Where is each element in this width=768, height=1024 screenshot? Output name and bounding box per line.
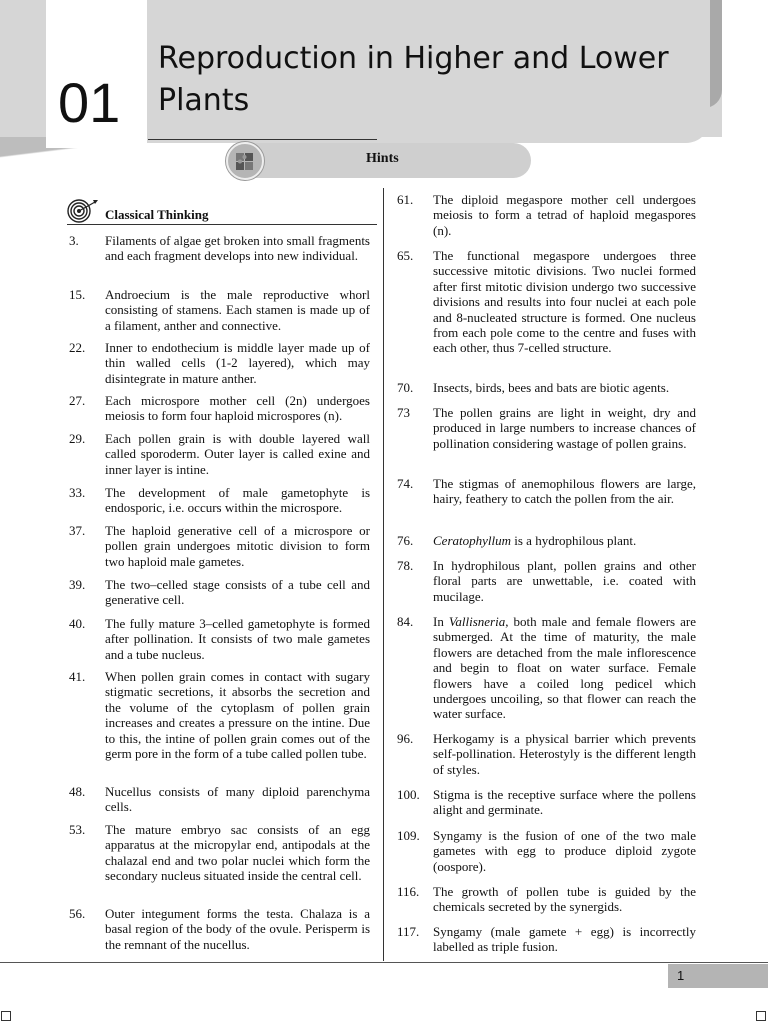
hint-text: The development of male gametophyte is endosporic, i.e. occurs within the microspore. <box>105 485 370 516</box>
hint-number: 84. <box>397 614 414 629</box>
hint-number: 61. <box>397 192 414 207</box>
hint-number: 65. <box>397 248 414 263</box>
hint-text: Stigma is the receptive surface where the pollens alight and germinate. <box>433 787 696 818</box>
chapter-title-line-2: Plants <box>158 83 250 118</box>
hint-number: 48. <box>69 784 86 799</box>
hint-number: 100. <box>397 787 420 802</box>
hint-number: 33. <box>69 485 86 500</box>
hint-number: 37. <box>69 523 86 538</box>
title-rule <box>148 139 377 140</box>
hint-text <box>433 533 696 548</box>
hint-text: The stigmas of anemophilous flowers are large, hairy, feathery to catch the pollen from the air. <box>433 476 696 507</box>
hint-text: The haploid generative cell of a microspore or pollen grain undergoes mitotic division to form two haploid male gametes. <box>105 523 370 569</box>
hint-number: 53. <box>69 822 86 837</box>
hint-number: 39. <box>69 577 86 592</box>
column-divider <box>383 188 384 961</box>
crop-mark-left <box>1 1011 11 1021</box>
hint-number: 109. <box>397 828 420 843</box>
chapter-title-line-1: Reproduction in Higher and Lower <box>158 41 669 76</box>
hint-text: The two–celled stage consists of a tube cell and generative cell. <box>105 577 370 608</box>
hint-number: 78. <box>397 558 414 573</box>
hint-text: Nucellus consists of many diploid parenchyma cells. <box>105 784 370 815</box>
hint-text: Syngamy is the fusion of one of the two male gametes with egg to produce diploid zygote (oospore). <box>433 828 696 874</box>
hint-text: When pollen grain comes in contact with sugary stigmatic secretions, it absorbs the secretion and the volume of the cytoplasm of pollen grain increases and creates a pressure on the intine. Due to this, the intine of pollen grain comes out of the germ pore in the form of a tube called pollen tube. <box>105 669 370 762</box>
hint-text: Insects, birds, bees and bats are biotic agents. <box>433 380 670 395</box>
hint-text: Herkogamy is a physical barrier which prevents self-pollination. Heterostyly is the different length of styles. <box>433 731 696 777</box>
hint-text-rest: , both male and female flowers are submerged. At the time of maturity, the male flowers are detached from the male inflorescence and begin to float on water surface. Female flowers have a coiled long pedicel which undergoes uncoiling, so that flower can reach the water surface. <box>433 614 696 722</box>
hint-text: The diploid megaspore mother cell undergoes meiosis to form a tetrad of haploid megaspores (n). <box>433 192 696 238</box>
hint-number: 29. <box>69 431 86 446</box>
section-title: Classical Thinking <box>105 207 209 222</box>
hint-text-rest: is a hydrophilous plant. <box>511 533 637 548</box>
hint-text-prefix: In <box>433 614 449 629</box>
hint-text: Filaments of algae get broken into small fragments and each fragment develops into new individual. <box>105 233 370 264</box>
hint-number: 96. <box>397 731 414 746</box>
hint-number: 74. <box>397 476 414 491</box>
hint-number: 40. <box>69 616 86 631</box>
species-name: Ceratophyllum <box>433 533 511 548</box>
hint-text: Each microspore mother cell (2n) undergoes meiosis to form four haploid microspores (n). <box>105 393 370 424</box>
chapter-number: 01 <box>58 71 121 134</box>
page-number: 1 <box>677 968 685 983</box>
chapter-title <box>158 38 703 122</box>
hint-text: The fully mature 3–celled gametophyte is formed after pollination. It consists of two male gametes and a tube nucleus. <box>105 616 370 662</box>
species-name: Vallisneria <box>448 614 506 629</box>
hint-text: Syngamy (male gamete + egg) is incorrectly labelled as triple fusion. <box>433 924 696 955</box>
hint-text: The functional megaspore undergoes three successive mitotic divisions. Two nuclei formed after first mitotic division undergo two successive divisions and results into four nuclei at each pole and 8-nucleated structure is formed. One nucleus from each pole come to the centre and fuses with each other, thus 7-celled structure. <box>433 248 696 356</box>
hint-number: 76. <box>397 533 414 548</box>
hint-number: 41. <box>69 669 86 684</box>
hint-text: The pollen grains are light in weight, dry and produced in large numbers to increase chances of pollination considering wastage of pollen grains. <box>433 405 696 451</box>
hint-number: 70. <box>397 380 414 395</box>
hint-text <box>433 614 696 722</box>
crop-mark-right <box>756 1011 766 1021</box>
hint-text: In hydrophilous plant, pollen grains and other floral parts are unwettable, i.e. coated with mucilage. <box>433 558 696 604</box>
puzzle-icon <box>226 142 264 180</box>
hint-number: 27. <box>69 393 86 408</box>
hint-text: The mature embryo sac consists of an egg apparatus at the micropylar end, antipodals at the chalazal end and two polar nuclei which form the secondary nucleus situated inside the central cell. <box>105 822 370 884</box>
hint-text: Each pollen grain is with double layered wall called sporoderm. Outer layer is called exine and inner layer is intine. <box>105 431 370 477</box>
target-icon <box>67 197 97 225</box>
hint-number: 3. <box>69 233 79 248</box>
hint-number: 15. <box>69 287 86 302</box>
hint-text: Outer integument forms the testa. Chalaza is a basal region of the body of the ovule. Perisperm is the remnant of the nucellus. <box>105 906 370 952</box>
hint-text: Androecium is the male reproductive whorl consisting of stamens. Each stamen is made up of a filament, anther and connective. <box>105 287 370 333</box>
hint-text: The growth of pollen tube is guided by the chemicals secreted by the synergids. <box>433 884 696 915</box>
hint-number: 56. <box>69 906 86 921</box>
hints-label: Hints <box>366 151 399 166</box>
hint-number: 116. <box>397 884 420 899</box>
hint-number: 117. <box>397 924 420 939</box>
hint-number: 22. <box>69 340 86 355</box>
hint-number: 73 <box>397 405 410 420</box>
footer-rule <box>0 962 768 963</box>
hint-text: Inner to endothecium is middle layer made up of thin walled cells (1-2 layered), which may disintegrate in mature anther. <box>105 340 370 386</box>
